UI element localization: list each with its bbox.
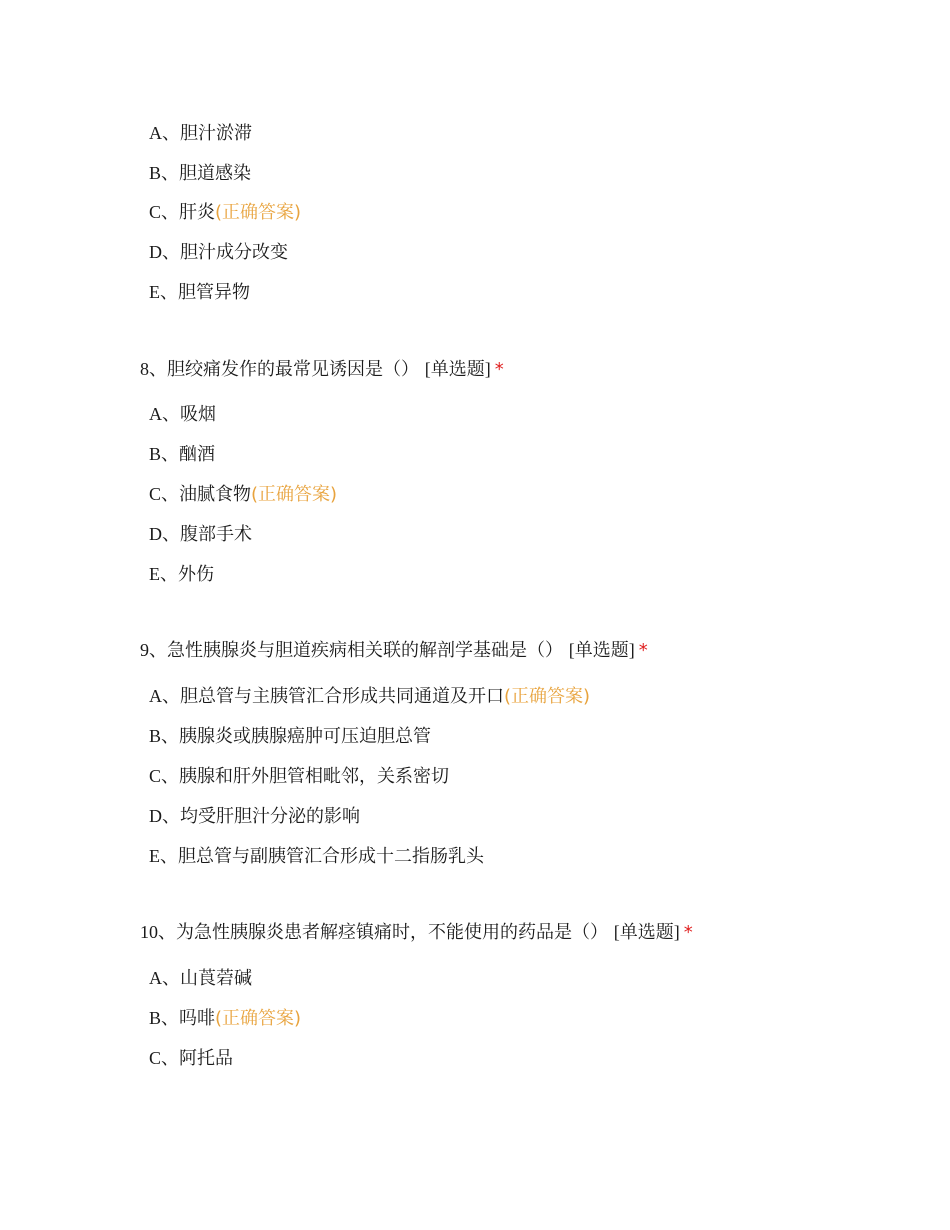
option-text: 酗酒 (179, 444, 216, 465)
question-type (425, 359, 491, 379)
option-text: 胆汁淤滞 (180, 123, 252, 144)
q8-option-b[interactable] (149, 442, 215, 467)
q7-option-b[interactable] (149, 161, 251, 186)
option-text: 肝炎 (179, 202, 216, 223)
option-letter: E、 (149, 564, 178, 584)
correct-answer-marker: (正确答案) (504, 686, 591, 707)
option-letter: C、 (149, 1048, 180, 1068)
question-10-title (140, 920, 693, 945)
option-letter: A、 (149, 968, 180, 988)
option-letter: C、 (149, 202, 180, 222)
option-letter: E、 (149, 282, 178, 302)
q10-option-b[interactable] (149, 1006, 301, 1031)
q7-option-c[interactable] (149, 200, 301, 225)
question-8-title (140, 357, 504, 382)
type-bracket-open: [ (424, 359, 431, 379)
type-bracket-open: [ (568, 640, 575, 660)
required-asterisk: * (683, 922, 693, 943)
option-letter: B、 (149, 726, 180, 746)
option-text: 胆总管与副胰管汇合形成十二指肠乳头 (178, 846, 484, 867)
q9-option-a[interactable] (149, 684, 590, 709)
q7-option-a[interactable] (149, 121, 252, 146)
option-letter: B、 (149, 1008, 180, 1028)
option-text: 吸烟 (180, 404, 216, 425)
q7-option-d[interactable] (149, 240, 288, 265)
option-letter: B、 (149, 444, 180, 464)
type-label: 单选题 (619, 922, 674, 943)
q8-option-c[interactable] (149, 482, 337, 507)
option-letter: B、 (149, 163, 180, 183)
option-text: 均受肝胆汁分泌的影响 (180, 806, 360, 827)
correct-answer-marker: (正确答案) (215, 202, 302, 223)
question-9-title (140, 638, 648, 663)
question-number: 9、 (140, 640, 167, 660)
question-type (614, 922, 680, 942)
q9-option-e[interactable] (149, 844, 484, 869)
option-text: 胰腺和肝外胆管相毗邻，关系密切 (179, 766, 450, 787)
option-letter: A、 (149, 404, 180, 424)
option-letter: A、 (149, 123, 180, 143)
required-asterisk: * (638, 640, 648, 661)
question-number: 8、 (140, 359, 167, 379)
type-bracket-close: ] (484, 359, 491, 379)
question-number: 10、 (140, 922, 176, 942)
correct-answer-marker: (正确答案) (215, 1008, 302, 1029)
q8-option-e[interactable] (149, 562, 214, 587)
q10-option-c[interactable] (149, 1046, 233, 1071)
type-bracket-close: ] (628, 640, 635, 660)
q8-option-d[interactable] (149, 522, 252, 547)
correct-answer-marker: (正确答案) (251, 484, 338, 505)
question-text: 为急性胰腺炎患者解痉镇痛时，不能使用的药品是（） (176, 922, 608, 943)
option-letter: E、 (149, 846, 178, 866)
required-asterisk: * (494, 359, 504, 380)
q9-option-b[interactable] (149, 724, 431, 749)
type-bracket-open: [ (613, 922, 620, 942)
option-text: 胆汁成分改变 (180, 242, 288, 263)
option-text: 胆总管与主胰管汇合形成共同通道及开口 (180, 686, 504, 707)
option-text: 吗啡 (179, 1008, 216, 1029)
option-letter: D、 (149, 806, 180, 826)
option-text: 腹部手术 (180, 524, 252, 545)
q9-option-d[interactable] (149, 804, 360, 829)
q8-option-a[interactable] (149, 402, 216, 427)
option-letter: A、 (149, 686, 180, 706)
q7-option-e[interactable] (149, 280, 250, 305)
option-text: 阿托品 (179, 1048, 234, 1069)
type-label: 单选题 (574, 640, 629, 661)
option-text: 山莨菪碱 (180, 968, 252, 989)
type-label: 单选题 (430, 359, 485, 380)
option-text: 胰腺炎或胰腺癌肿可压迫胆总管 (179, 726, 432, 747)
option-letter: C、 (149, 766, 180, 786)
option-letter: C、 (149, 484, 180, 504)
question-text: 急性胰腺炎与胆道疾病相关联的解剖学基础是（） (167, 640, 563, 661)
q9-option-c[interactable] (149, 764, 449, 789)
question-text: 胆绞痛发作的最常见诱因是（） (167, 359, 419, 380)
type-bracket-close: ] (673, 922, 680, 942)
option-text: 胆道感染 (179, 163, 252, 184)
option-text: 外伤 (178, 564, 214, 585)
option-text: 油腻食物 (179, 484, 252, 505)
option-letter: D、 (149, 242, 180, 262)
question-type (569, 640, 635, 660)
option-letter: D、 (149, 524, 180, 544)
q10-option-a[interactable] (149, 966, 252, 991)
option-text: 胆管异物 (178, 282, 250, 303)
